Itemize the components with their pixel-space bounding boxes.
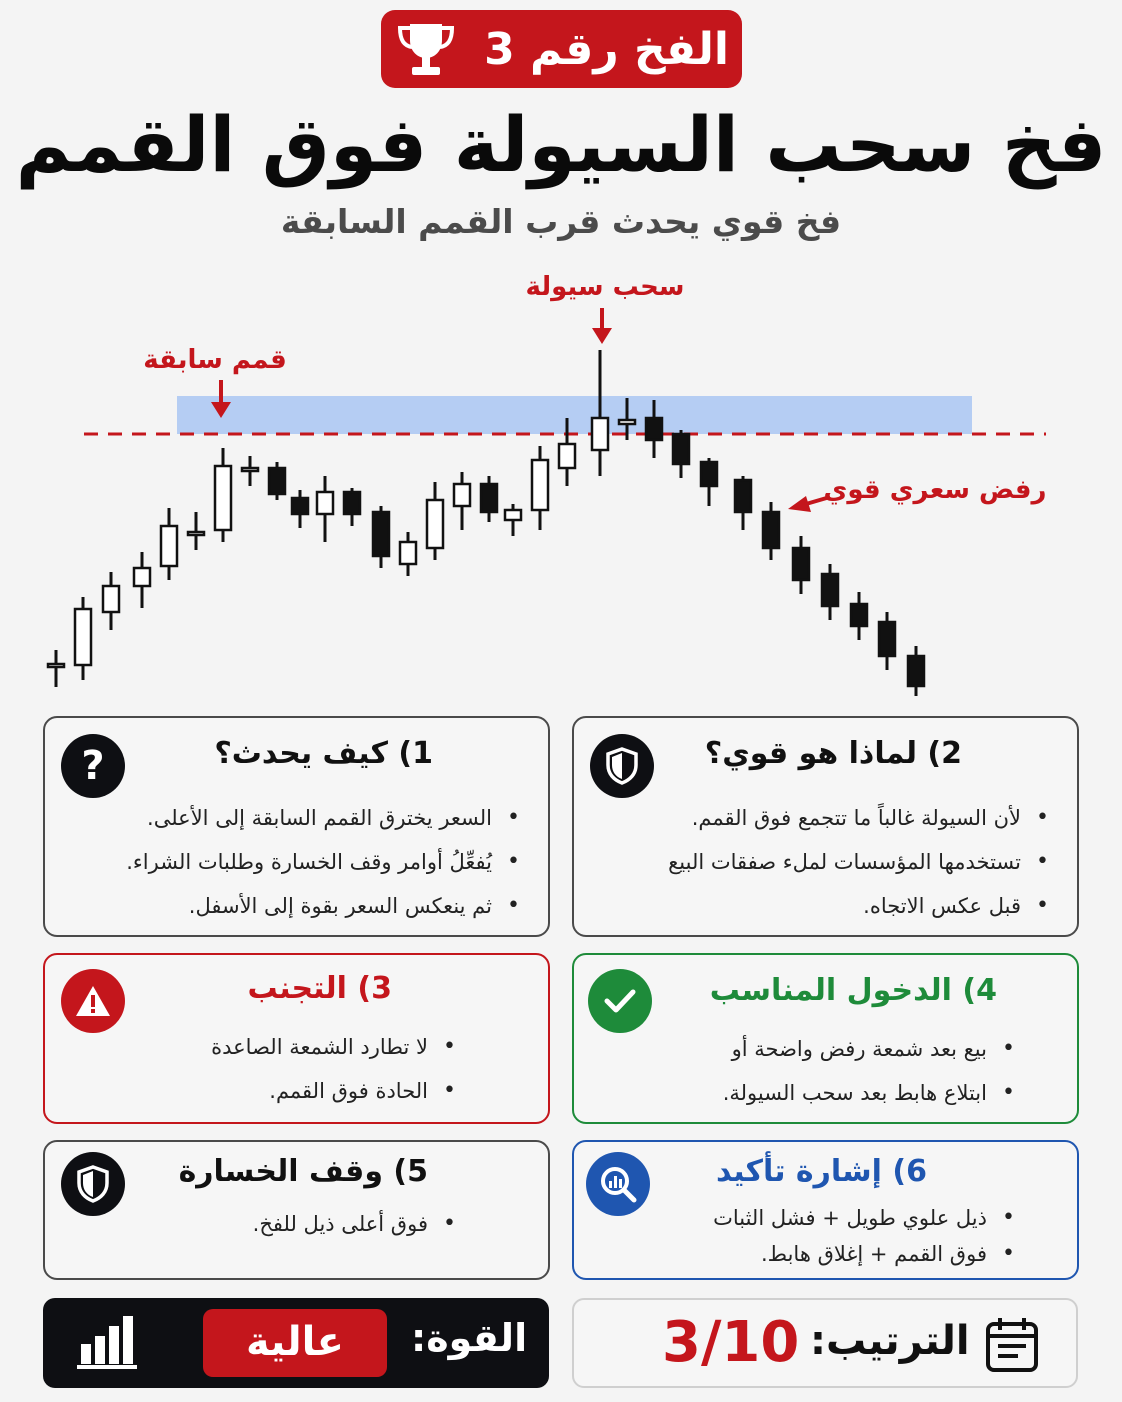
- page-subtitle: فخ قوي يحدث قرب القمم السابقة: [280, 202, 842, 241]
- point-list: [211, 1025, 458, 1113]
- bullish-candle: [505, 510, 521, 520]
- bar-chart-icon: [77, 1314, 139, 1370]
- bearish-candle: [701, 462, 717, 486]
- question-icon: ?: [61, 734, 125, 798]
- bullish-candle: [454, 484, 470, 506]
- page-title: فخ سحب السيولة فوق القمم: [15, 100, 1107, 189]
- badge-text: الفخ رقم 3: [484, 23, 729, 75]
- bullish-candle: [103, 586, 119, 612]
- card-title: 6) إشارة تأكيد: [715, 1154, 927, 1189]
- rank-value: 3/10: [662, 1310, 800, 1375]
- list-item: • فوق أعلى ذيل للفخ.: [253, 1202, 458, 1246]
- strength-value: عالية: [203, 1309, 387, 1377]
- trophy-icon: [394, 20, 458, 78]
- bullish-candle: [48, 664, 64, 667]
- list-item: • قبل عكس الاتجاه.: [668, 884, 1051, 928]
- strong-rejection-label: رفض سعري قوي: [823, 475, 1047, 505]
- point-list: [253, 1202, 458, 1246]
- bullish-candle: [592, 418, 608, 450]
- bullish-candle: [215, 466, 231, 530]
- card-stop-loss: [43, 1140, 550, 1280]
- arrow-left-icon: [788, 496, 811, 512]
- trap-number-badge: [381, 10, 742, 88]
- bearish-candle: [373, 512, 389, 556]
- bearish-candle: [822, 574, 838, 606]
- list-item: • ذيل علوي طويل + فشل الثبات: [713, 1200, 1017, 1236]
- rank-label: الترتيب:: [810, 1318, 970, 1364]
- shield-icon: [61, 1152, 125, 1216]
- list-item: • يُفعِّلُ أوامر وقف الخسارة وطلبات الشراء.: [126, 840, 522, 884]
- card-how-it-happens: [43, 716, 550, 937]
- bearish-candle: [879, 622, 895, 656]
- liquidity-sweep-label: سحب سيولة: [525, 272, 685, 302]
- bearish-candle: [793, 548, 809, 580]
- list-item: • لأن السيولة غالباً ما تتجمع فوق القمم.: [668, 796, 1051, 840]
- candlestick-chart: [0, 250, 1122, 710]
- calendar-icon: [984, 1314, 1040, 1374]
- bullish-candle: [134, 568, 150, 586]
- point-list: [723, 1027, 1017, 1115]
- previous-highs-label: قمم سابقة: [143, 345, 287, 375]
- strength-panel: [43, 1298, 549, 1388]
- list-item: • بيع بعد شمعة رفض واضحة أو: [723, 1027, 1017, 1071]
- rank-panel: [572, 1298, 1078, 1388]
- bullish-candle: [242, 468, 258, 471]
- bearish-candle: [735, 480, 751, 512]
- strength-label: القوة:: [411, 1316, 528, 1360]
- bearish-candle: [292, 498, 308, 514]
- bearish-candle: [646, 418, 662, 440]
- list-item: • ثم ينعكس السعر بقوة إلى الأسفل.: [126, 884, 522, 928]
- bullish-candle: [400, 542, 416, 564]
- card-title: 1) كيف يحدث؟: [214, 736, 433, 771]
- shield-icon: [590, 734, 654, 798]
- bullish-candle: [427, 500, 443, 548]
- point-list: [713, 1200, 1017, 1272]
- bearish-candle: [269, 468, 285, 494]
- point-list: [668, 796, 1051, 928]
- card-title: 3) التجنب: [247, 971, 392, 1006]
- bullish-candle: [161, 526, 177, 566]
- bearish-candle: [344, 492, 360, 514]
- list-item: • تستخدمها المؤسسات لملء صفقات البيع: [668, 840, 1051, 884]
- check-icon: [588, 969, 652, 1033]
- card-avoidance: [43, 953, 550, 1124]
- bullish-candle: [317, 492, 333, 514]
- list-item: • ابتلاع هابط بعد سحب السيولة.: [723, 1071, 1017, 1115]
- card-confirmation-signal: [572, 1140, 1079, 1280]
- bearish-candle: [481, 484, 497, 512]
- card-title: 2) لماذا هو قوي؟: [704, 736, 962, 771]
- arrow-down-icon: [592, 328, 612, 344]
- bearish-candle: [763, 512, 779, 548]
- bullish-candle: [532, 460, 548, 510]
- warning-icon: [61, 969, 125, 1033]
- point-list: [126, 796, 522, 928]
- liquidity-zone: [177, 396, 972, 434]
- card-proper-entry: [572, 953, 1079, 1124]
- list-item: • لا تطارد الشمعة الصاعدة: [211, 1025, 458, 1069]
- bearish-candle: [673, 434, 689, 464]
- card-why-strong: [572, 716, 1079, 937]
- magnifier-chart-icon: [586, 1152, 650, 1216]
- list-item: • السعر يخترق القمم السابقة إلى الأعلى.: [126, 796, 522, 840]
- list-item: • الحادة فوق القمم.: [211, 1069, 458, 1113]
- list-item: • فوق القمم + إغلاق هابط.: [713, 1236, 1017, 1272]
- bullish-candle: [188, 532, 204, 535]
- bullish-candle: [75, 609, 91, 665]
- bearish-candle: [851, 604, 867, 626]
- bullish-candle: [559, 444, 575, 468]
- bearish-candle: [908, 656, 924, 686]
- bullish-candle: [619, 420, 635, 424]
- card-title: 4) الدخول المناسب: [709, 973, 997, 1008]
- card-title: 5) وقف الخسارة: [178, 1154, 428, 1189]
